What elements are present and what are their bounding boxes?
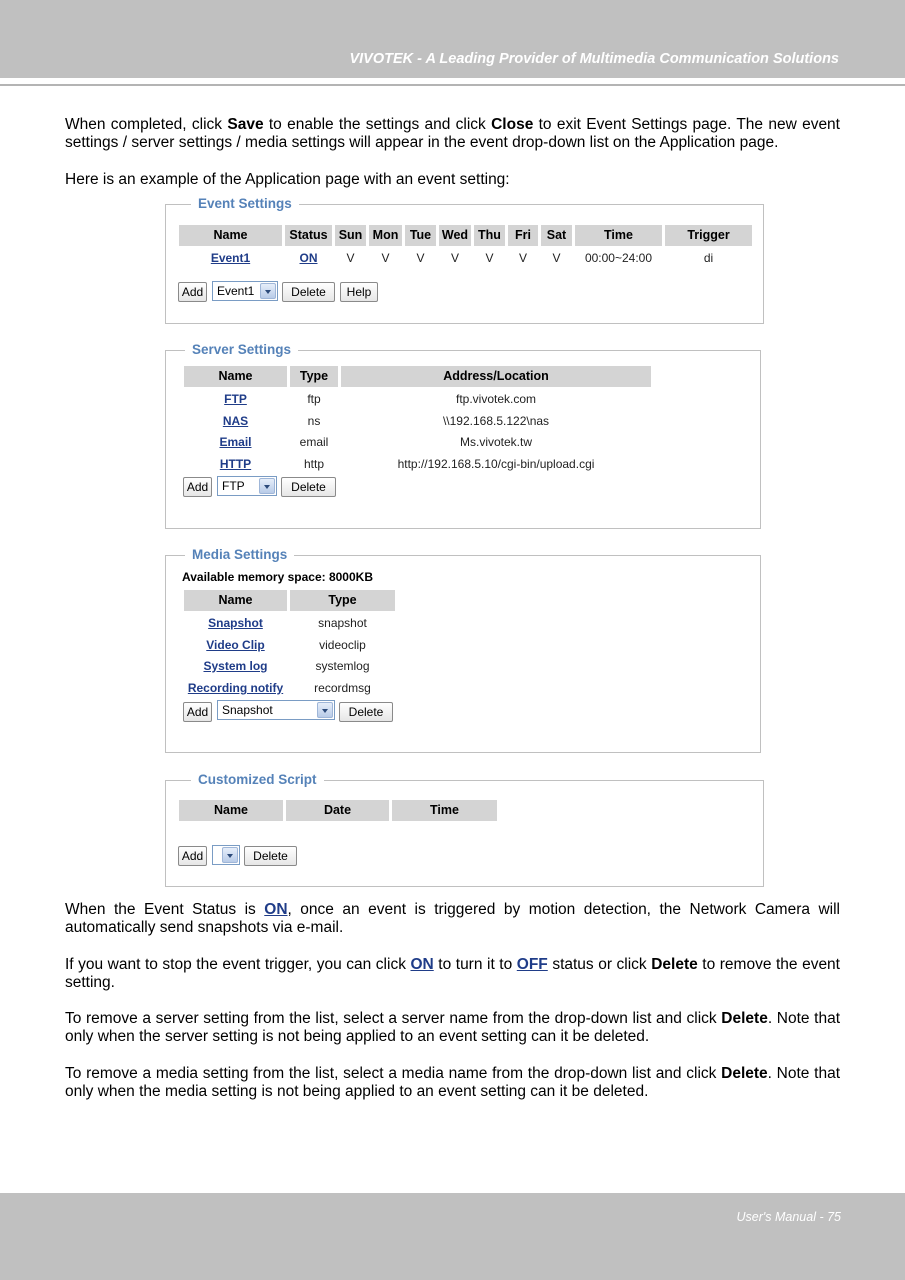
event-col-thu: Thu xyxy=(474,225,505,246)
header-divider xyxy=(0,84,905,86)
event-col-sun: Sun xyxy=(335,225,366,246)
media-col-type: Type xyxy=(290,590,395,611)
script-col-date: Date xyxy=(286,800,389,821)
event-select-value: Event1 xyxy=(217,284,255,298)
note-text: . Note that only when the server setting is not being applied to an event setting can it be deleted. xyxy=(65,1010,840,1046)
note-remove-server xyxy=(65,1010,840,1047)
note-text: to remove the event setting. xyxy=(65,956,840,992)
event-row-sun: V xyxy=(346,251,355,265)
event-col-wed: Wed xyxy=(439,225,471,246)
script-delete-button[interactable]: Delete xyxy=(244,846,297,866)
note-stop-trigger xyxy=(65,956,840,993)
media-col-name: Name xyxy=(184,590,287,611)
note-text: . Note that only when the media setting is not being applied to an event setting can it be deleted. xyxy=(65,1065,840,1101)
media-row-name-link[interactable]: Snapshot xyxy=(208,616,263,630)
media-row-name-link[interactable]: Video Clip xyxy=(206,638,265,652)
event-col-time: Time xyxy=(575,225,662,246)
customized-script-legend: Customized Script xyxy=(191,771,324,789)
delete-word: Delete xyxy=(651,956,698,973)
note-text: status or click xyxy=(547,956,652,973)
note-text: To remove a media setting from the list, select a media name from the drop-down list and click xyxy=(65,1065,722,1082)
example-line: Here is an example of the Application page with an event setting: xyxy=(65,171,510,188)
off-link[interactable]: OFF xyxy=(516,956,548,973)
server-select-value: FTP xyxy=(222,479,245,493)
event-col-sat: Sat xyxy=(541,225,572,246)
event-col-status: Status xyxy=(285,225,332,246)
media-row-type: videoclip xyxy=(319,638,366,652)
server-row-address: ftp.vivotek.com xyxy=(455,392,537,406)
media-row-name-link[interactable]: System log xyxy=(203,659,268,673)
media-add-button[interactable]: Add xyxy=(183,702,212,722)
event-row-status-link[interactable]: ON xyxy=(299,251,318,265)
script-add-button[interactable]: Add xyxy=(178,846,207,866)
note-status-on xyxy=(65,901,840,938)
delete-word: Delete xyxy=(721,1065,768,1082)
event-row-fri: V xyxy=(518,251,527,265)
page-footer xyxy=(0,1193,905,1280)
event-help-button[interactable]: Help xyxy=(340,282,378,302)
chevron-down-icon[interactable] xyxy=(317,702,333,718)
event-settings-panel xyxy=(165,196,764,324)
note-text: When the Event Status is xyxy=(65,901,265,918)
media-settings-legend: Media Settings xyxy=(185,546,294,564)
server-row-name-link[interactable]: NAS xyxy=(222,414,249,428)
server-row-type: http xyxy=(303,457,324,471)
server-settings-panel xyxy=(165,342,761,529)
media-select-value: Snapshot xyxy=(222,703,273,717)
intro-text-1: When completed, click xyxy=(65,116,228,133)
note-remove-media xyxy=(65,1065,840,1102)
server-select[interactable] xyxy=(217,476,277,496)
event-settings-legend: Event Settings xyxy=(191,195,299,213)
intro-paragraph xyxy=(65,116,840,153)
note-text: , once an event is triggered by motion detection, the Network Camera will automatically send snapshots via e-mail. xyxy=(65,901,840,937)
server-row-name-link[interactable]: FTP xyxy=(224,392,247,406)
event-col-mon: Mon xyxy=(369,225,402,246)
server-row-type: ftp xyxy=(307,392,321,406)
intro-text-3: to exit Event Settings page. The new event settings / server settings / media settings will appear in the event drop-down list on the Application page. xyxy=(65,116,840,152)
server-delete-button[interactable]: Delete xyxy=(281,477,336,497)
intro-text-2: to enable the settings and click xyxy=(263,116,492,133)
event-select[interactable] xyxy=(212,281,278,301)
note-text: To remove a server setting from the list, select a server name from the drop-down list and click xyxy=(65,1010,722,1027)
event-row-thu: V xyxy=(485,251,494,265)
footer-page-label: User's Manual - 75 xyxy=(736,1210,841,1224)
media-select[interactable] xyxy=(217,700,335,720)
on-link[interactable]: ON xyxy=(410,956,434,973)
event-row-name-link[interactable]: Event1 xyxy=(210,251,251,265)
intro-close-word: Close xyxy=(491,116,534,133)
server-row-address: \\192.168.5.122\nas xyxy=(442,414,550,428)
intro-save-word: Save xyxy=(227,116,264,133)
server-col-type: Type xyxy=(290,366,338,387)
server-row-address: Ms.vivotek.tw xyxy=(459,435,532,449)
delete-word: Delete xyxy=(721,1010,768,1027)
note-text: to turn it to xyxy=(433,956,517,973)
event-delete-button[interactable]: Delete xyxy=(282,282,335,302)
server-row-type: ns xyxy=(307,414,321,428)
server-row-address: http://192.168.5.10/cgi-bin/upload.cgi xyxy=(397,457,595,471)
event-col-trigger: Trigger xyxy=(665,225,752,246)
media-row-type: recordmsg xyxy=(314,681,371,695)
chevron-down-icon[interactable] xyxy=(259,478,275,494)
script-col-time: Time xyxy=(392,800,497,821)
server-row-name-link[interactable]: HTTP xyxy=(219,457,252,471)
event-row-tue: V xyxy=(416,251,425,265)
server-settings-legend: Server Settings xyxy=(185,341,298,359)
event-row-trigger: di xyxy=(703,251,714,265)
event-row-time: 00:00~24:00 xyxy=(584,251,653,265)
media-delete-button[interactable]: Delete xyxy=(339,702,393,722)
media-row-type: snapshot xyxy=(318,616,367,630)
server-col-address: Address/Location xyxy=(341,366,651,387)
event-col-tue: Tue xyxy=(405,225,436,246)
on-link[interactable]: ON xyxy=(264,901,288,918)
event-col-fri: Fri xyxy=(508,225,538,246)
chevron-down-icon[interactable] xyxy=(222,847,238,863)
media-row-name-link[interactable]: Recording notify xyxy=(187,681,284,695)
media-settings-panel xyxy=(165,547,761,753)
note-text: If you want to stop the event trigger, you can click xyxy=(65,956,411,973)
server-add-button[interactable]: Add xyxy=(183,477,212,497)
event-row-sat: V xyxy=(552,251,561,265)
customized-script-panel xyxy=(165,772,764,887)
event-row-mon: V xyxy=(381,251,390,265)
event-add-button[interactable]: Add xyxy=(178,282,207,302)
chevron-down-icon[interactable] xyxy=(260,283,276,299)
media-row-type: systemlog xyxy=(315,659,370,673)
script-col-name: Name xyxy=(179,800,283,821)
server-row-name-link[interactable]: Email xyxy=(219,435,252,449)
event-row-wed: V xyxy=(450,251,459,265)
header-tagline: VIVOTEK - A Leading Provider of Multimedia Communication Solutions xyxy=(349,51,839,67)
server-row-type: email xyxy=(299,435,329,449)
memory-space-label: Available memory space: 8000KB xyxy=(182,570,373,584)
server-col-name: Name xyxy=(184,366,287,387)
script-select[interactable] xyxy=(212,845,240,865)
event-col-name: Name xyxy=(179,225,282,246)
